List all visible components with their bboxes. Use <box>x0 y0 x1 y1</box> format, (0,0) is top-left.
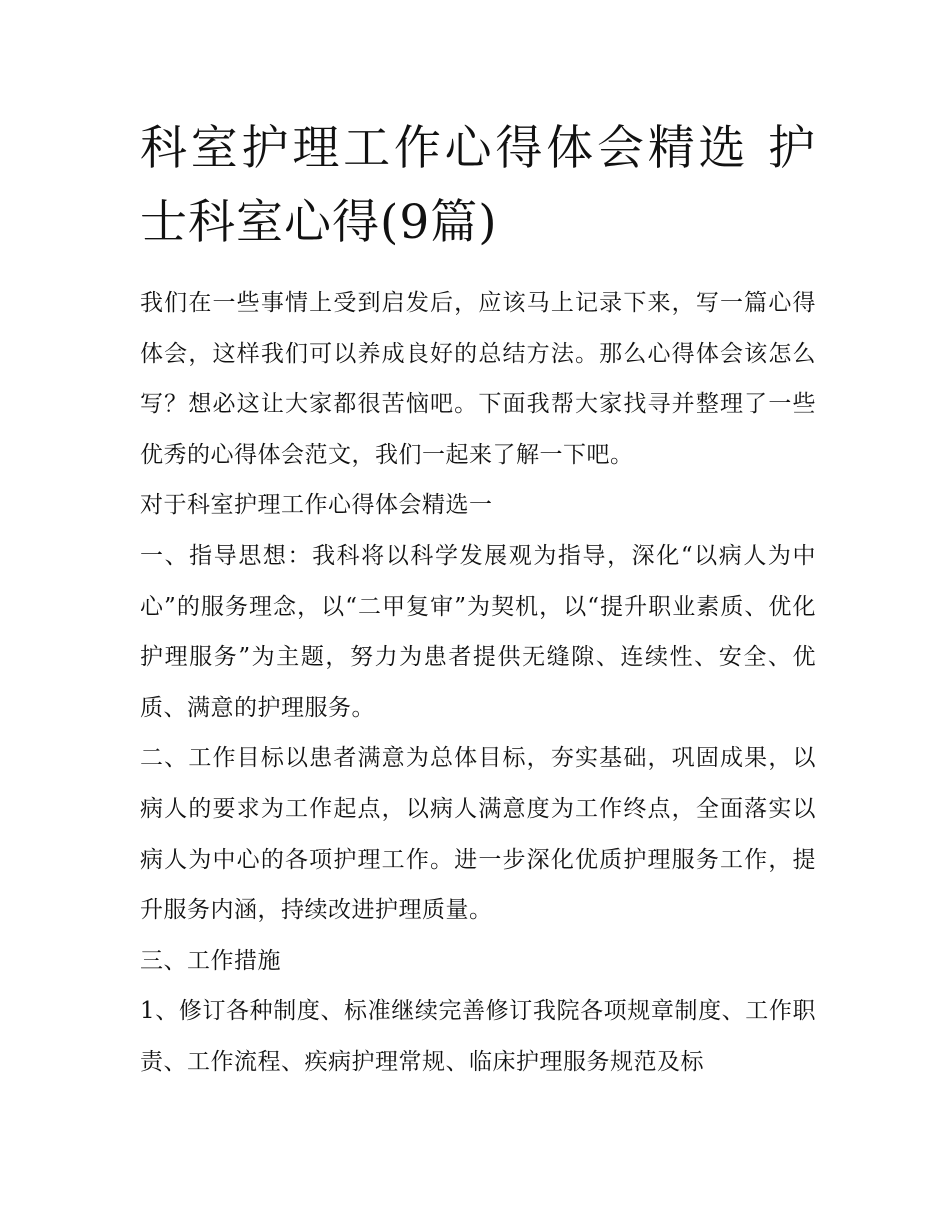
guiding-ideology-paragraph: 一、指导思想：我科将以科学发展观为指导，深化“以病人为中心”的服务理念，以“二甲复审”为契机，以“提升职业素质、优化护理服务”为主题，努力为患者提供无缝隙、连续性、安全、优质、满意的护理服务。 <box>140 542 816 721</box>
section-heading: 对于科室护理工作心得体会精选一 <box>140 492 493 519</box>
document-title: 科室护理工作心得体会精选 护士科室心得(9篇) <box>140 121 816 250</box>
intro-paragraph: 我们在一些事情上受到启发后，应该马上记录下来，写一篇心得体会，这样我们可以养成良好的总结方法。那么心得体会该怎么写？想必这让大家都很苦恼吧。下面我帮大家找寻并整理了一些优秀的心得体会范文，我们一起来了解一下吧。 <box>140 290 816 468</box>
work-goal-paragraph: 二、工作目标以患者满意为总体目标，夯实基础，巩固成果，以病人的要求为工作起点，以病人满意度为工作终点，全面落实以病人为中心的各项护理工作。进一步深化优质护理服务工作，提升服务内涵，持续改进护理质量。 <box>140 745 816 924</box>
measure-item-1-paragraph: 1、修订各种制度、标准继续完善修订我院各项规章制度、工作职责、工作流程、疾病护理常规、临床护理服务规范及标 <box>140 998 816 1075</box>
work-measures-heading: 三、工作措施 <box>140 947 281 974</box>
document-page <box>140 112 816 1088</box>
document-body <box>140 278 816 1088</box>
